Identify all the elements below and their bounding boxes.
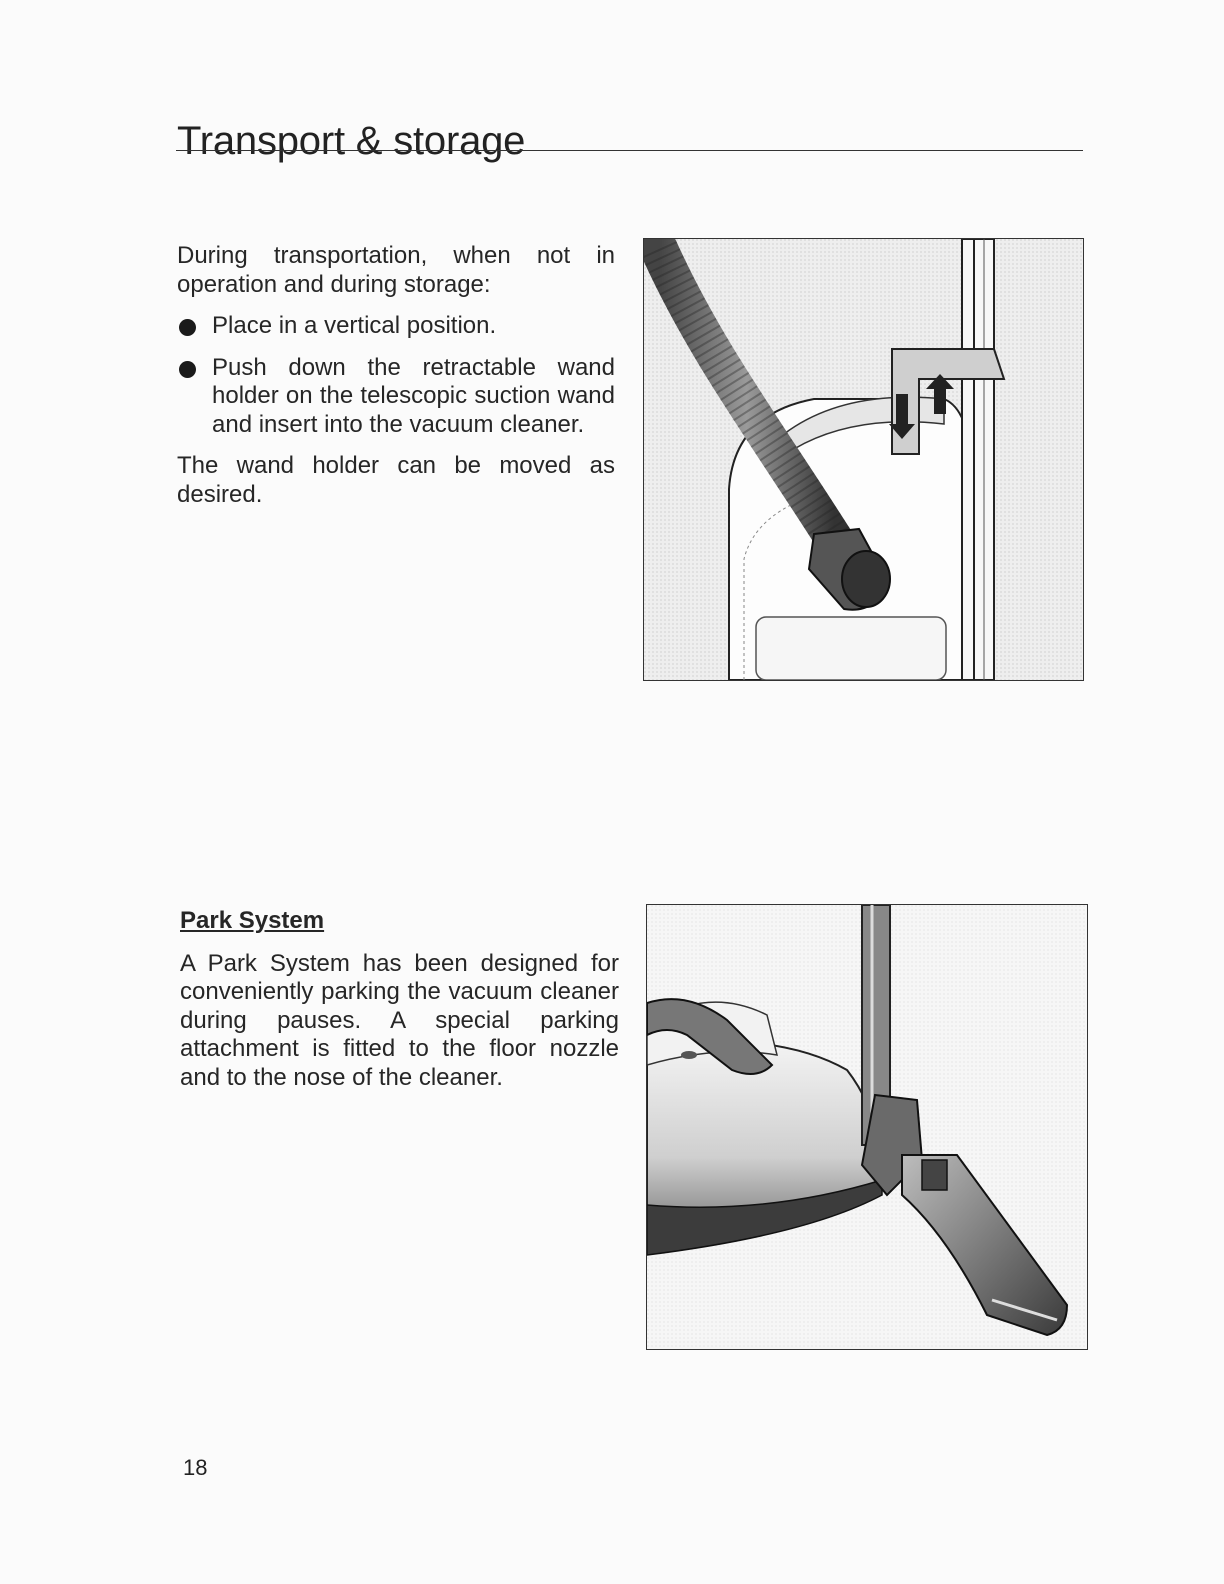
bullet-text: Push down the retractable wand holder on the telescopic suction wand and insert into the vacuum cleaner. [212,353,615,438]
park-system-section [180,907,619,1092]
park-system-illustration [646,904,1088,1350]
park-system-body: A Park System has been designed for conveniently parking the vacuum cleaner during pauses. A special parking attachment is fitted to the floor nozzle and to the nose of the cleaner. [180,949,619,1091]
bullet-icon [179,361,196,378]
page-number: 18 [183,1455,208,1480]
park-system-drawing [647,905,1087,1349]
bullet-text: Place in a vertical position. [212,312,497,339]
storage-instructions [177,242,615,509]
section-heading: Park System [180,907,325,934]
list-item [177,312,615,341]
storage-note: The wand holder can be moved as desired. [177,452,615,508]
bullet-icon [179,319,196,336]
list-item [177,354,615,440]
storage-intro: During transportation, when not in operation and during storage: [177,242,615,298]
title-divider [176,150,1083,151]
wand-holder-drawing [644,239,1083,680]
wand-holder-illustration [643,238,1084,681]
page-title: Transport & storage [177,118,526,163]
